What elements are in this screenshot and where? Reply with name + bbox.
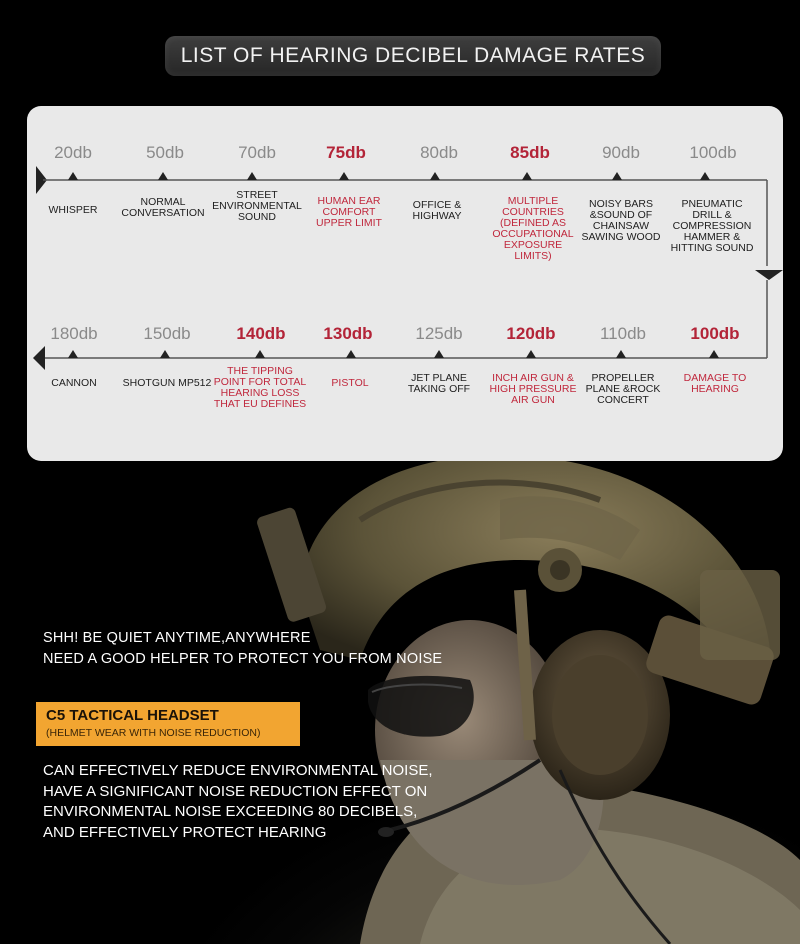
decibel-value: 140db (236, 324, 286, 343)
product-name: C5 TACTICAL HEADSET (46, 707, 219, 724)
decibel-value: 100db (690, 324, 740, 343)
decibel-description: PISTOL (331, 377, 369, 389)
decibel-description: JET PLANE TAKING OFF (407, 372, 471, 395)
decibel-chart-panel (27, 106, 783, 461)
timeline-end-arrow (33, 346, 45, 370)
product-description: CAN EFFECTIVELY REDUCE ENVIRONMENTAL NOISE, HAVE A SIGNIFICANT NOISE REDUCTION EFFECT ON ENVIRONMENTAL NOISE EXCEEDING 80 DECIBELS, AND EFFECTIVELY PROTECT HEARING (43, 762, 433, 841)
promo-tagline-1: SHH! BE QUIET ANYTIME,ANYWHERE (43, 630, 311, 646)
decibel-value: 50db (146, 143, 184, 162)
product-badge (36, 702, 300, 746)
decibel-description: PROPELLER PLANE &ROCK CONCERT (585, 372, 661, 406)
decibel-value: 75db (326, 143, 366, 162)
decibel-description: CANNON (51, 377, 97, 389)
decibel-value: 110db (599, 324, 646, 343)
decibel-description: SHOTGUN MP512 (122, 377, 212, 389)
decibel-value: 20db (54, 143, 92, 162)
decibel-value: 125db (415, 324, 463, 343)
decibel-description: THE TIPPING POINT FOR TOTAL HEARING LOSS THAT EU DEFINES (213, 365, 307, 410)
timeline-turn-arrow (755, 270, 783, 280)
decibel-value: 150db (143, 324, 191, 343)
decibel-value: 100db (689, 143, 737, 162)
decibel-description: STREET ENVIRONMENTAL SOUND (212, 189, 302, 223)
decibel-value: 85db (510, 143, 550, 162)
decibel-value: 90db (602, 143, 640, 162)
page-title: LIST OF HEARING DECIBEL DAMAGE RATES (165, 36, 661, 76)
decibel-description: HUMAN EAR COMFORT UPPER LIMIT (316, 195, 382, 229)
decibel-description: PNEUMATIC DRILL & COMPRESSION HAMMER & HITTING SOUND (670, 198, 754, 254)
decibel-description: MULTIPLE COUNTRIES (DEFINED AS OCCUPATIONAL EXPOSURE LIMITS) (492, 195, 574, 262)
promo-tagline-2: NEED A GOOD HELPER TO PROTECT YOU FROM NOISE (43, 651, 443, 667)
decibel-description: WHISPER (48, 204, 98, 216)
decibel-description: DAMAGE TO HEARING (683, 372, 747, 395)
product-subtitle: (HELMET WEAR WITH NOISE REDUCTION) (46, 727, 261, 739)
decibel-value: 70db (238, 143, 276, 162)
decibel-description: NOISY BARS &SOUND OF CHAINSAW SAWING WOOD (581, 198, 661, 243)
decibel-value: 130db (323, 324, 373, 343)
decibel-description: OFFICE & HIGHWAY (412, 199, 462, 222)
soldier-helmet-illustration (0, 440, 800, 944)
decibel-value: 80db (420, 143, 458, 162)
decibel-value: 180db (50, 324, 98, 343)
decibel-description: NORMAL CONVERSATION (121, 196, 205, 219)
decibel-description: INCH AIR GUN & HIGH PRESSURE AIR GUN (489, 372, 577, 406)
decibel-value: 120db (506, 324, 556, 343)
